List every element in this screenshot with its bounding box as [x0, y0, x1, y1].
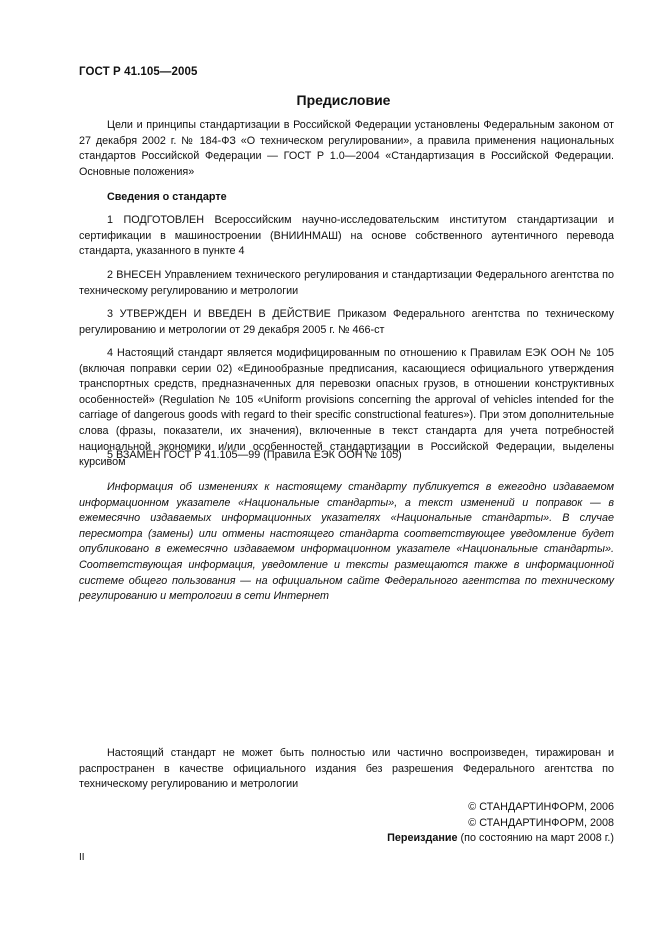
intro-paragraph: Цели и принципы стандартизации в Российской Федерации установлены Федеральным законом от 27 декабря 2002 г. № 184-ФЗ «О техническом регулировании», а правила применения национальных стандартов Российской Федерации — ГОСТ Р 1.0—2004 «Стандартизация в Российской Федерации. Основные положения»	[79, 119, 614, 178]
reissue-label: Переиздание	[387, 832, 458, 845]
info-notice-paragraph: Информация об изменениях к настоящему стандарту публикуется в ежегодно издаваемом информационном указателе «Национальные стандарты», а текст изменений и поправок — в ежемесячно издаваемых информационных указателях «Национальные стандарты». В случае пересмотра (замены) или отмены настоящего стандарта соответствующее уведомление будет опубликовано в ежемесячно издаваемом информационном указателе «Национальные стандарты». Соответствующая информация, уведомление и тексты размещаются также в информационной системе общего пользования — на официальном сайте Федерального агентства по техническому регулированию и метрологии в сети Интернет	[79, 481, 614, 603]
section-heading: Сведения о стандарте	[107, 191, 227, 203]
item-2-paragraph: 2 ВНЕСЕН Управлением технического регулирования и стандартизации Федерального агентства по техническому регулированию и метрологии	[79, 269, 614, 297]
page-title: Предисловие	[296, 92, 391, 108]
item-3-paragraph: 3 УТВЕРЖДЕН И ВВЕДЕН В ДЕЙСТВИЕ Приказом Федерального агентства по техническому регулированию и метрологии от 29 декабря 2005 г. № 466-ст	[79, 308, 614, 336]
copyright-line-2006: © СТАНДАРТИНФОРМ, 2006	[468, 801, 614, 813]
item-1-paragraph: 1 ПОДГОТОВЛЕН Всероссийским научно-исследовательским институтом стандартизации и сертификации в машиностроении (ВНИИНМАШ) на основе собственного аутентичного перевода стандарта, указанного в пункте 4	[79, 214, 614, 258]
reproduction-notice-paragraph: Настоящий стандарт не может быть полностью или частично воспроизведен, тиражирован и распространен в качестве официального издания без разрешения Федерального агентства по техническому регулированию и метрологии	[79, 747, 614, 791]
page-number: II	[79, 852, 85, 863]
copyright-line-2008: © СТАНДАРТИНФОРМ, 2008	[468, 816, 614, 829]
item-4-paragraph: 4 Настоящий стандарт является модифицированным по отношению к Правилам ЕЭК ООН № 105 (включая поправки серии 02) «Единообразные предписания, касающиеся официального утверждения транспортных средств, предназначенных для перевозки опасных грузов, в отношении конструктивных особенностей» (Regulation № 105 «Uniform provisions concerning the approval of vehicles intended for the carriage of dangerous goods with regard to their specific constructional features»). При этом дополнительные слова (фразы, показатели, их значения), включенные в текст стандарта для учета потребностей национальной экономики и/или особенностей стандартизации в Российской Федерации, выделены курсивом	[79, 347, 614, 469]
copyright-block	[387, 800, 614, 847]
document-header: ГОСТ Р 41.105—2005	[79, 66, 198, 78]
reissue-line	[387, 831, 614, 847]
reissue-note: (по состоянию на март 2008 г.)	[457, 832, 614, 845]
item-5-paragraph: 5 ВЗАМЕН ГОСТ Р 41.105—99 (Правила ЕЭК ООН № 105)	[107, 449, 402, 461]
